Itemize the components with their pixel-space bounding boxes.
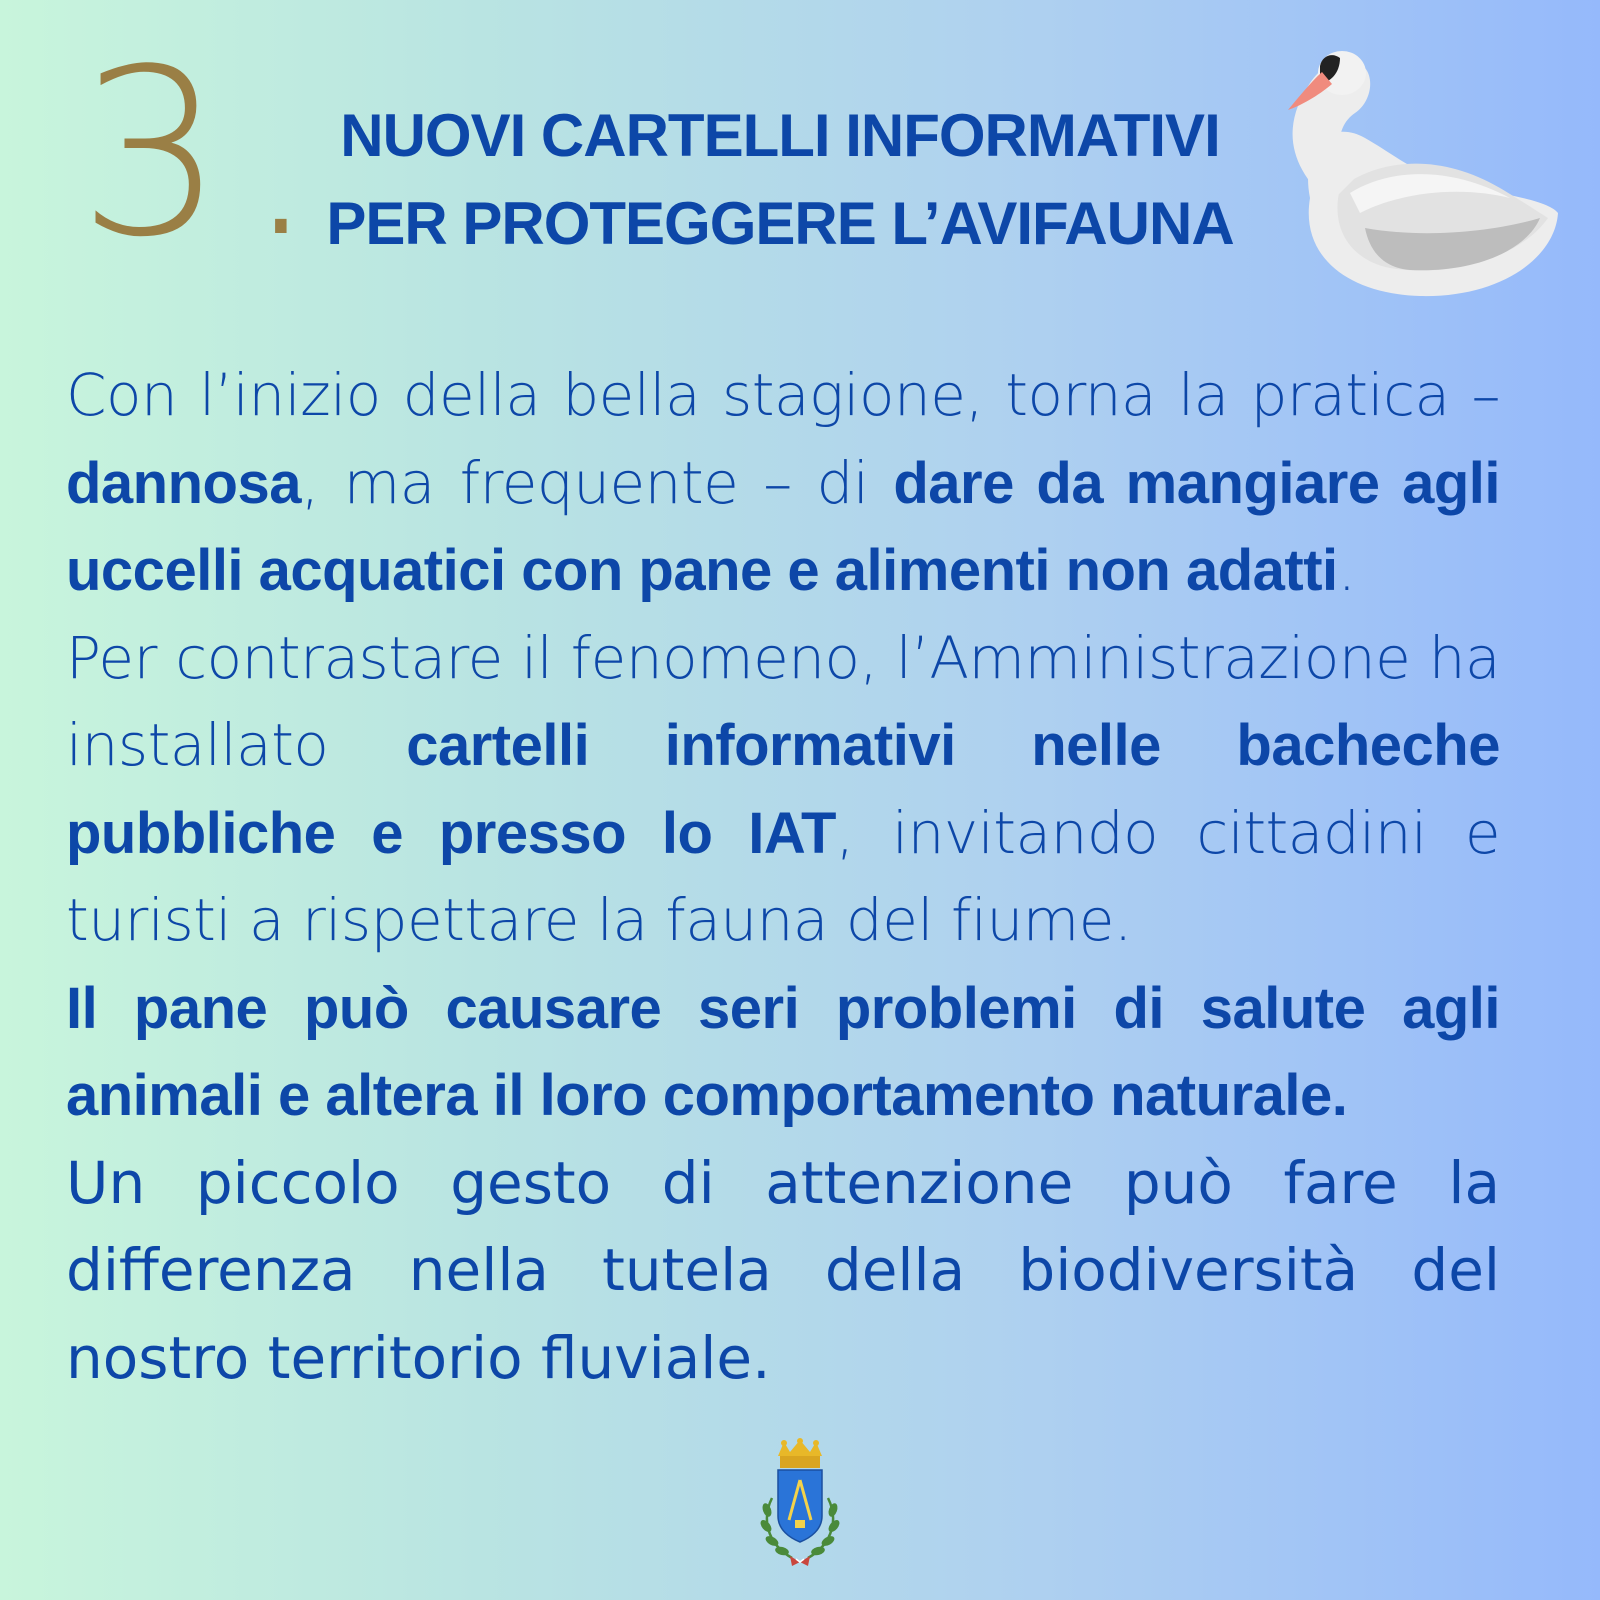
p1-bold-2: dare da mangiare agli uccelli acquatici con pane e alimenti non adatti bbox=[66, 450, 1500, 603]
body-text bbox=[66, 352, 1500, 1402]
paragraph-4: Un piccolo gesto di attenzione può fare la differenza nella tutela della biodiversità del nostro territorio fluviale. bbox=[66, 1148, 1500, 1392]
p1-bold-1: dannosa bbox=[66, 450, 301, 516]
p1-text-2: , ma frequente – di bbox=[301, 448, 894, 517]
title-line-2: PER PROTEGGERE L’AVIFAUNA bbox=[326, 190, 1234, 257]
title-line-1: NUOVI CARTELLI INFORMATIVI bbox=[340, 102, 1220, 169]
paragraph-1 bbox=[66, 352, 1500, 615]
section-number: 3. bbox=[78, 21, 338, 288]
municipal-crest-icon bbox=[752, 1438, 848, 1570]
p2-bold-1: cartelli informativi nelle bacheche pubbliche e presso lo IAT bbox=[66, 713, 1500, 866]
swan-icon bbox=[1270, 28, 1570, 308]
paragraph-3: Il pane può causare seri problemi di salute agli animali e altera il loro comportamento naturale. bbox=[66, 975, 1500, 1128]
p2-text-2: , invitando cittadini e turisti a rispettare la fauna del fiume. bbox=[66, 798, 1500, 954]
paragraph-2 bbox=[66, 615, 1500, 965]
p1-text-1: Con l’inizio della bella stagione, torna la pratica – bbox=[66, 361, 1500, 429]
page-title bbox=[310, 92, 1250, 268]
p2-text-1: Per contrastare il fenomeno, l’Amministrazione ha installato bbox=[66, 623, 1500, 779]
p1-text-3: . bbox=[1337, 536, 1356, 604]
